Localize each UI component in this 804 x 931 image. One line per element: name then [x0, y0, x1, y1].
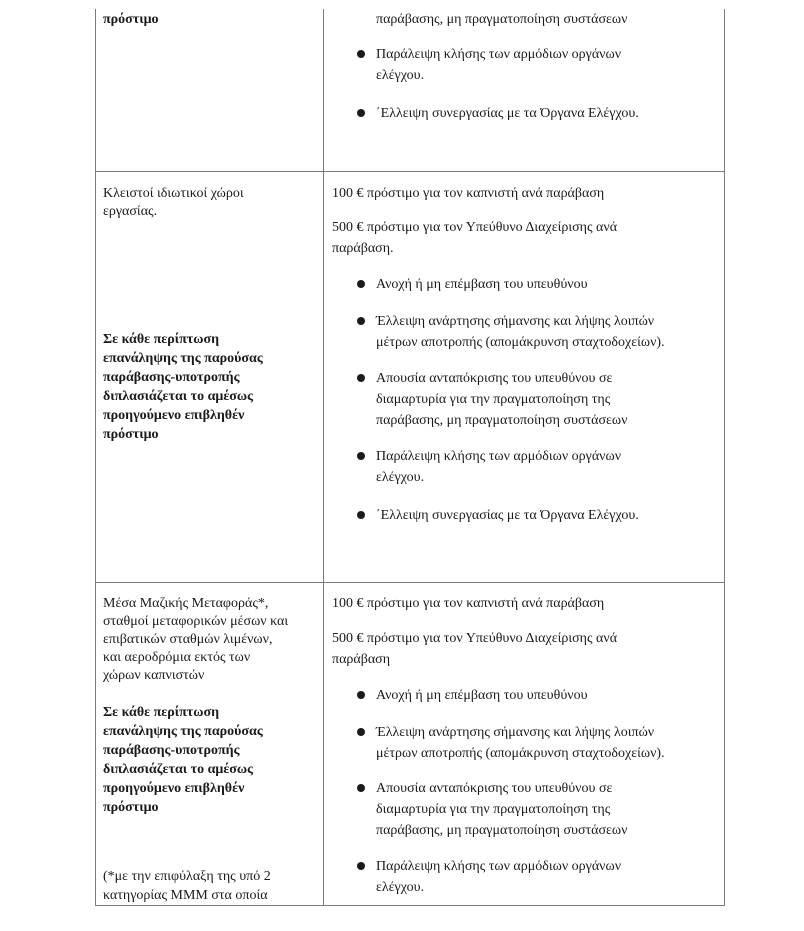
bullet-text-line: Παράλειψη κλήσης των αρμόδιων οργάνων	[376, 47, 622, 62]
bullet-icon	[357, 784, 365, 792]
repeat-offense-note-line: παράβασης-υποτροπής	[103, 743, 240, 758]
footnote-line: (*με την επιφύλαξη της υπό 2	[103, 869, 271, 884]
bullet-text-line: Απουσία ανταπόκρισης του υπευθύνου σε	[376, 781, 613, 796]
category-line: επιβατικών σταθμών λιμένων,	[103, 632, 273, 647]
bullet-icon	[357, 109, 365, 117]
bullet-text-line: παράβασης, μη πραγματοποίηση συστάσεων	[376, 413, 628, 428]
bullet-text-line: παράβασης, μη πραγματοποίηση συστάσεων	[376, 823, 628, 838]
bullet-text-line: Έλλειψη ανάρτησης σήμανσης και λήψης λοιπών	[376, 314, 655, 329]
bullet-icon	[357, 317, 365, 325]
footnote-line: κατηγορίας ΜΜΜ στα οποία	[103, 888, 268, 903]
smoker-fine: 100 € πρόστιμο για τον καπνιστή ανά παράβαση	[332, 186, 605, 201]
repeat-offense-note-line: παράβασης-υποτροπής	[103, 370, 240, 385]
smoker-fine: 100 € πρόστιμο για τον καπνιστή ανά παράβαση	[332, 596, 605, 611]
category-line: Μέσα Μαζικής Μεταφοράς*,	[103, 596, 269, 611]
penalty-cell	[324, 172, 724, 582]
repeat-offense-note-line: επανάληψης της παρούσας	[103, 351, 263, 366]
table-row	[95, 9, 725, 172]
bullet-icon	[357, 50, 365, 58]
repeat-offense-note-line: προηγούμενο επιβληθέν	[103, 408, 245, 423]
table-row	[95, 172, 725, 583]
category-line: χώρων καπνιστών	[103, 668, 205, 683]
bullet-text-line: Παράλειψη κλήσης των αρμόδιων οργάνων	[376, 449, 622, 464]
bullet-icon	[357, 374, 365, 382]
repeat-offense-note-line: πρόστιμο	[103, 800, 159, 815]
bullet-text-line: Ανοχή ή μη επέμβαση του υπευθύνου	[376, 277, 588, 292]
repeat-offense-note-line: Σε κάθε περίπτωση	[103, 705, 220, 720]
manager-fine-line: παράβαση	[332, 652, 391, 667]
category-cell	[96, 172, 324, 582]
repeat-offense-note-line: διπλασιάζεται το αμέσως	[103, 389, 254, 404]
repeat-offense-note-line: προηγούμενο επιβληθέν	[103, 781, 245, 796]
repeat-offense-note-line: Σε κάθε περίπτωση	[103, 332, 220, 347]
repeat-offense-note-line: διπλασιάζεται το αμέσως	[103, 762, 254, 777]
bullet-icon	[357, 728, 365, 736]
bullet-text-line: παράβασης, μη πραγματοποίηση συστάσεων	[376, 12, 628, 27]
bullet-text-line: διαμαρτυρία για την πραγματοποίηση της	[376, 802, 611, 817]
bullet-text-line: ΄Ελλειψη συνεργασίας με τα Όργανα Ελέγχου.	[376, 508, 639, 523]
category-cell	[96, 583, 324, 905]
bullet-icon	[357, 862, 365, 870]
bullet-text-line: ΄Ελλειψη συνεργασίας με τα Όργανα Ελέγχου.	[376, 106, 639, 121]
repeat-offense-note-line: πρόστιμο	[103, 12, 159, 27]
manager-fine-line: 500 € πρόστιμο για τον Υπεύθυνο Διαχείρισης ανά	[332, 220, 618, 235]
bullet-text-line: διαμαρτυρία για την πραγματοποίηση της	[376, 392, 611, 407]
bullet-text-line: Έλλειψη ανάρτησης σήμανσης και λήψης λοιπών	[376, 725, 655, 740]
bullet-icon	[357, 511, 365, 519]
penalty-cell	[324, 9, 724, 171]
category-line: σταθμοί μεταφορικών μέσων και	[103, 614, 289, 629]
bullet-text-line: Απουσία ανταπόκρισης του υπευθύνου σε	[376, 371, 613, 386]
manager-fine-line: παράβαση.	[332, 241, 394, 256]
bullet-icon	[357, 452, 365, 460]
bullet-text-line: Ανοχή ή μη επέμβαση του υπευθύνου	[376, 688, 588, 703]
bullet-text-line: ελέγχου.	[376, 68, 425, 83]
penalty-cell	[324, 583, 724, 905]
repeat-offense-note-line: πρόστιμο	[103, 427, 159, 442]
bullet-icon	[357, 280, 365, 288]
repeat-offense-note-line: επανάληψης της παρούσας	[103, 724, 263, 739]
table-row	[95, 583, 725, 906]
bullet-text-line: μέτρων αποτροπής (απομάκρυνση σταχτοδοχείων).	[376, 335, 665, 350]
penalty-table	[95, 9, 725, 906]
bullet-text-line: μέτρων αποτροπής (απομάκρυνση σταχτοδοχείων).	[376, 746, 665, 761]
bullet-text-line: ελέγχου.	[376, 880, 425, 895]
category-line: και αεροδρόμια εκτός των	[103, 650, 251, 665]
category-line: Κλειστοί ιδιωτικοί χώροι	[103, 186, 244, 201]
bullet-text-line: ελέγχου.	[376, 470, 425, 485]
bullet-icon	[357, 691, 365, 699]
category-cell	[96, 9, 324, 171]
category-line: εργασίας.	[103, 204, 158, 219]
manager-fine-line: 500 € πρόστιμο για τον Υπεύθυνο Διαχείρισης ανά	[332, 631, 618, 646]
bullet-text-line: Παράλειψη κλήσης των αρμόδιων οργάνων	[376, 859, 622, 874]
